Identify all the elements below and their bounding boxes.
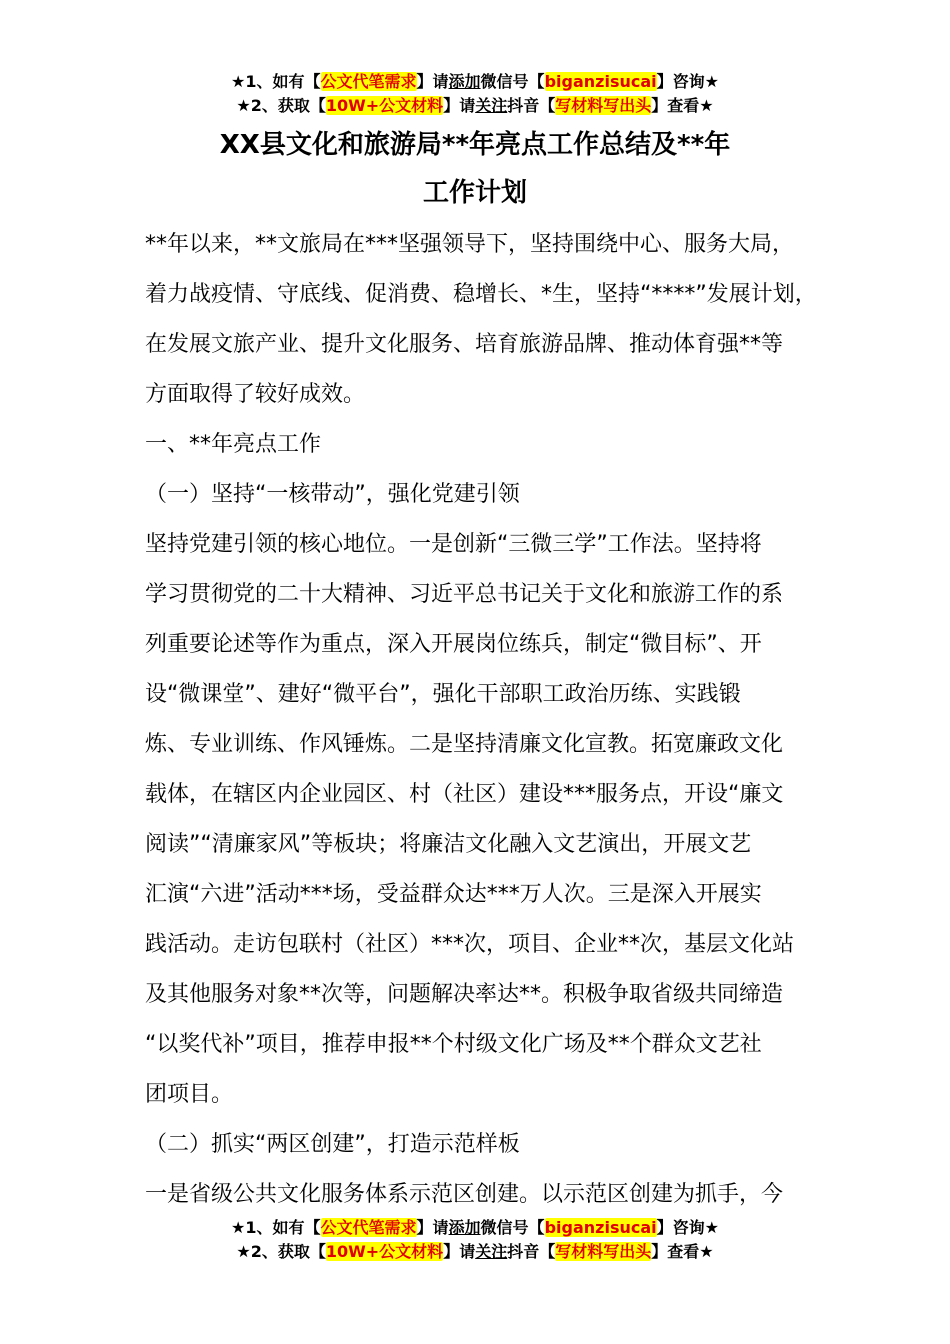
banner-text: ★2、获取【	[236, 1242, 326, 1261]
banner-highlight: 写材料写出头	[555, 96, 652, 115]
banner-underline: 关注	[475, 1242, 508, 1261]
banner-underline: 添加	[448, 72, 481, 91]
body-line: 阅读”“清廉家风”等板块；将廉洁文化融入文艺演出，开展文艺	[145, 832, 752, 857]
banner-text: ★2、获取【	[236, 96, 326, 115]
banner-text: 抖音【	[507, 1242, 556, 1261]
body-line: 一、**年亮点工作	[145, 432, 322, 457]
banner-underline: 添加	[448, 1218, 481, 1237]
banner-highlight: 10W+公文材料	[325, 1242, 444, 1261]
banner-underline: 关注	[475, 96, 508, 115]
banner-highlight: 公文代笔需求	[320, 1218, 417, 1237]
banner-line-1	[0, 70, 950, 94]
body-line: （一）坚持“一核带动”，强化党建引领	[145, 482, 520, 507]
banner-text: 抖音【	[507, 96, 556, 115]
body-line: 一是省级公共文化服务体系示范区创建。以示范区创建为抓手，今	[145, 1182, 784, 1207]
banner-text: 】查看★	[651, 1242, 714, 1261]
body-line: 列重要论述等作为重点，深入开展岗位练兵，制定“微目标”、开	[145, 632, 762, 657]
banner-highlight: 10W+公文材料	[325, 96, 444, 115]
title-line-1: XX县文化和旅游局**年亮点工作总结及**年	[219, 130, 731, 160]
banner-text: 微信号【	[480, 72, 545, 91]
banner-text: 】请	[443, 96, 476, 115]
body-line: 着力战疫情、守底线、促消费、稳增长、*生，坚持“****”发展计划，	[145, 282, 817, 307]
body-line: 践活动。走访包联村（社区）***次，项目、企业**次，基层文化站	[145, 932, 795, 957]
banner-highlight: biganzisucai	[544, 1218, 657, 1237]
body-line: 汇演“六进”活动***场，受益群众达***万人次。三是深入开展实	[145, 882, 762, 907]
banner-text: ★1、如有【	[231, 72, 321, 91]
banner-text: 微信号【	[480, 1218, 545, 1237]
banner-highlight: biganzisucai	[544, 72, 657, 91]
body-line: 设“微课堂”、建好“微平台”，强化干部职工政治历练、实践锻	[145, 682, 741, 707]
document-title	[0, 122, 950, 216]
banner-text: 】请	[443, 1242, 476, 1261]
footer-line-2	[0, 1240, 950, 1264]
banner-text: 】请	[416, 1218, 449, 1237]
body-line: 团项目。	[145, 1082, 234, 1107]
banner-text: ★1、如有【	[231, 1218, 321, 1237]
banner-text: 】查看★	[651, 96, 714, 115]
banner-highlight: 公文代笔需求	[320, 72, 417, 91]
body-line: 在发展文旅产业、提升文化服务、培育旅游品牌、推动体育强**等	[145, 332, 784, 357]
document-body	[145, 220, 815, 1220]
body-line: 方面取得了较好成效。	[145, 382, 366, 407]
footer-line-1	[0, 1216, 950, 1240]
body-line: 学习贯彻党的二十大精神、习近平总书记关于文化和旅游工作的系	[145, 582, 784, 607]
header-banner	[0, 70, 950, 118]
body-line: 载体，在辖区内企业园区、村（社区）建设***服务点，开设“廉文	[145, 782, 784, 807]
footer-banner	[0, 1216, 950, 1264]
banner-highlight: 写材料写出头	[555, 1242, 652, 1261]
body-line: 炼、专业训练、作风锤炼。二是坚持清廉文化宣教。拓宽廉政文化	[145, 732, 784, 757]
body-line: “以奖代补”项目，推荐申报**个村级文化广场及**个群众文艺社	[145, 1032, 762, 1057]
banner-text: 】咨询★	[656, 72, 719, 91]
body-line: 及其他服务对象**次等，问题解决率达**。积极争取省级共同缔造	[145, 982, 784, 1007]
body-line: （二）抓实“两区创建”，打造示范样板	[145, 1132, 520, 1157]
banner-text: 】咨询★	[656, 1218, 719, 1237]
banner-text: 】请	[416, 72, 449, 91]
body-line: **年以来，**文旅局在***坚强领导下，坚持围绕中心、服务大局，	[145, 232, 795, 257]
body-line: 坚持党建引领的核心地位。一是创新“三微三学”工作法。坚持将	[145, 532, 762, 557]
banner-line-2	[0, 94, 950, 118]
title-line-2: 工作计划	[422, 178, 527, 208]
